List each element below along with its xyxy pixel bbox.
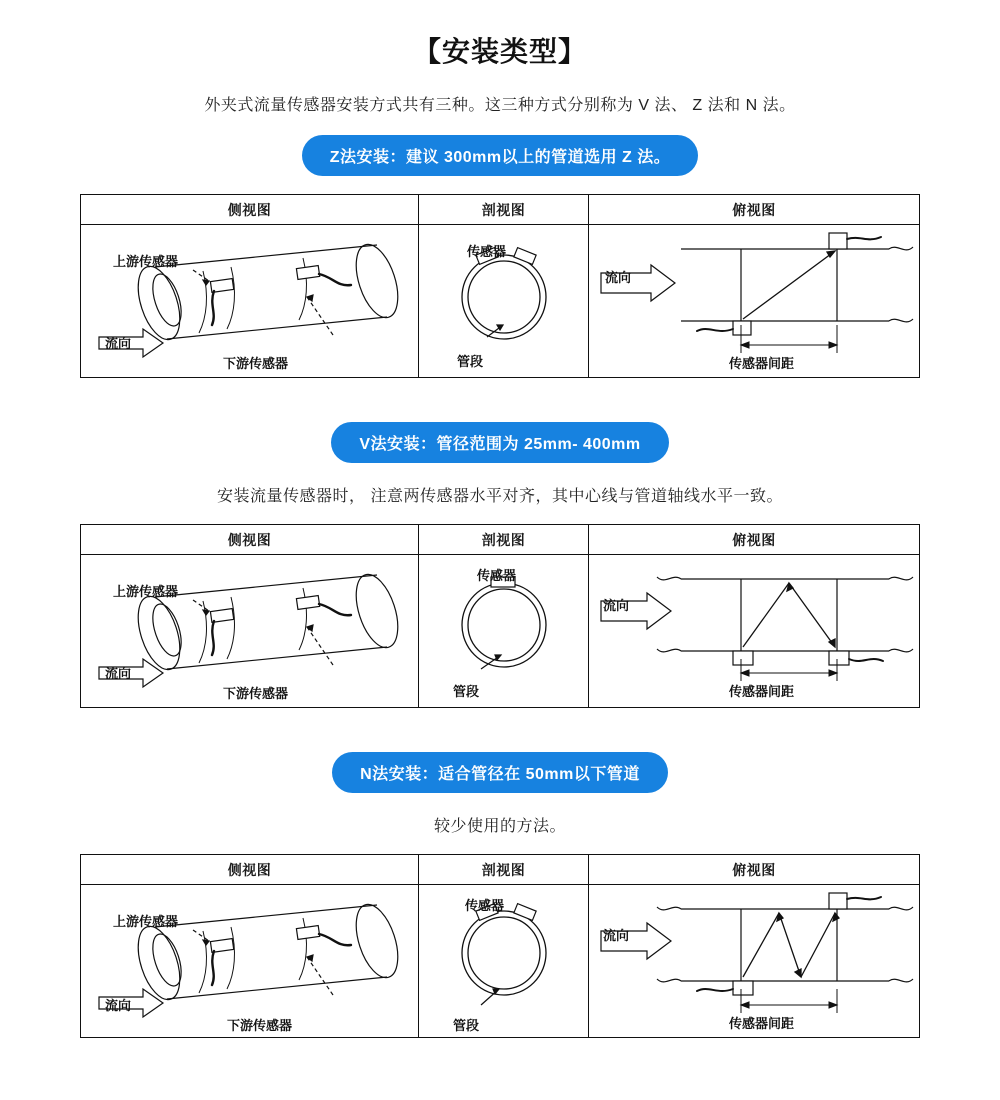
v-section-view-panel [419,525,589,707]
n-side-view-header: 侧视图 [81,855,418,885]
n-top-view-panel [589,855,919,1037]
intro-text: 外夹式流量传感器安装方式共有三种。这三种方式分别称为 V 法、 Z 法和 N 法。 [204,97,796,114]
z-method-pill-row [0,135,1000,176]
n-top-view-header: 俯视图 [589,855,919,885]
v-side-view-body [81,555,418,707]
upstream-sensor-shape [210,939,233,985]
n-section-view-panel [419,855,589,1037]
downstream-sensor-shape [296,266,351,286]
v-section-view-header: 剖视图 [419,525,588,555]
z-section-view-panel [419,195,589,377]
z-section-view-body [419,225,588,377]
n-upstream-sensor-label: 上游传感器 [113,914,179,929]
n-method-pill-row [0,752,1000,793]
z-top-view-panel [589,195,919,377]
v-side-flow-label: 流向 [105,666,132,681]
n-side-view-body [81,885,418,1037]
v-side-view-header: 侧视图 [81,525,418,555]
n-section-view-body [419,885,588,1037]
n-section-view-header: 剖视图 [419,855,588,885]
z-sensor-label: 传感器 [467,244,507,259]
n-side-view-panel [81,855,419,1037]
v-method-pill-row [0,422,1000,463]
v-upstream-sensor-label: 上游传感器 [113,584,179,599]
n-spacing-label: 传感器间距 [729,1016,795,1031]
z-pipe-label: 管段 [457,354,484,369]
n-method-diagram [80,854,920,1038]
v-side-view-panel [81,525,419,707]
v-top-view-body [589,555,919,707]
z-top-view-header: 俯视图 [589,195,919,225]
v-sensor-label: 传感器 [477,568,517,583]
n-method-note: 较少使用的方法。 [433,818,566,835]
v-section-view-body [419,555,588,707]
n-top-flow-label: 流向 [603,928,630,943]
upstream-sensor-shape [210,609,233,655]
z-method-diagram [80,194,920,378]
z-side-view-body [81,225,418,377]
n-sensor-label: 传感器 [465,898,505,913]
v-method-diagram [80,524,920,708]
z-top-flow-label: 流向 [605,270,632,285]
v-downstream-sensor-label: 下游传感器 [223,686,289,701]
downstream-sensor-shape [296,596,351,616]
v-method-pill: V法安装：管径范围为 25mm- 400mm [331,422,668,463]
v-pipe-label: 管段 [453,684,480,699]
downstream-sensor-shape [296,926,351,946]
z-side-flow-label: 流向 [105,336,132,351]
z-side-view-panel [81,195,419,377]
v-spacing-label: 传感器间距 [729,684,795,699]
z-section-view-header: 剖视图 [419,195,588,225]
z-method-pill: Z法安装：建议 300mm以上的管道选用 Z 法。 [302,135,699,176]
z-downstream-sensor-label: 下游传感器 [223,356,289,371]
n-pipe-label: 管段 [453,1018,480,1033]
z-top-view-body [589,225,919,377]
n-top-view-body [589,885,919,1037]
z-side-view-header: 侧视图 [81,195,418,225]
v-top-view-panel [589,525,919,707]
page-title: 【安装类型】 [412,36,587,67]
z-spacing-label: 传感器间距 [729,356,795,371]
z-upstream-sensor-label: 上游传感器 [113,254,179,269]
v-top-view-header: 俯视图 [589,525,919,555]
n-method-pill: N法安装：适合管径在 50mm以下管道 [332,752,668,793]
v-top-flow-label: 流向 [603,598,630,613]
v-method-note: 安装流量传感器时， 注意两传感器水平对齐，其中心线与管道轴线水平一致。 [217,488,783,505]
n-side-flow-label: 流向 [105,998,132,1013]
installation-types-page [0,30,1000,1100]
upstream-sensor-shape [210,279,233,325]
n-downstream-sensor-label: 下游传感器 [227,1018,293,1033]
